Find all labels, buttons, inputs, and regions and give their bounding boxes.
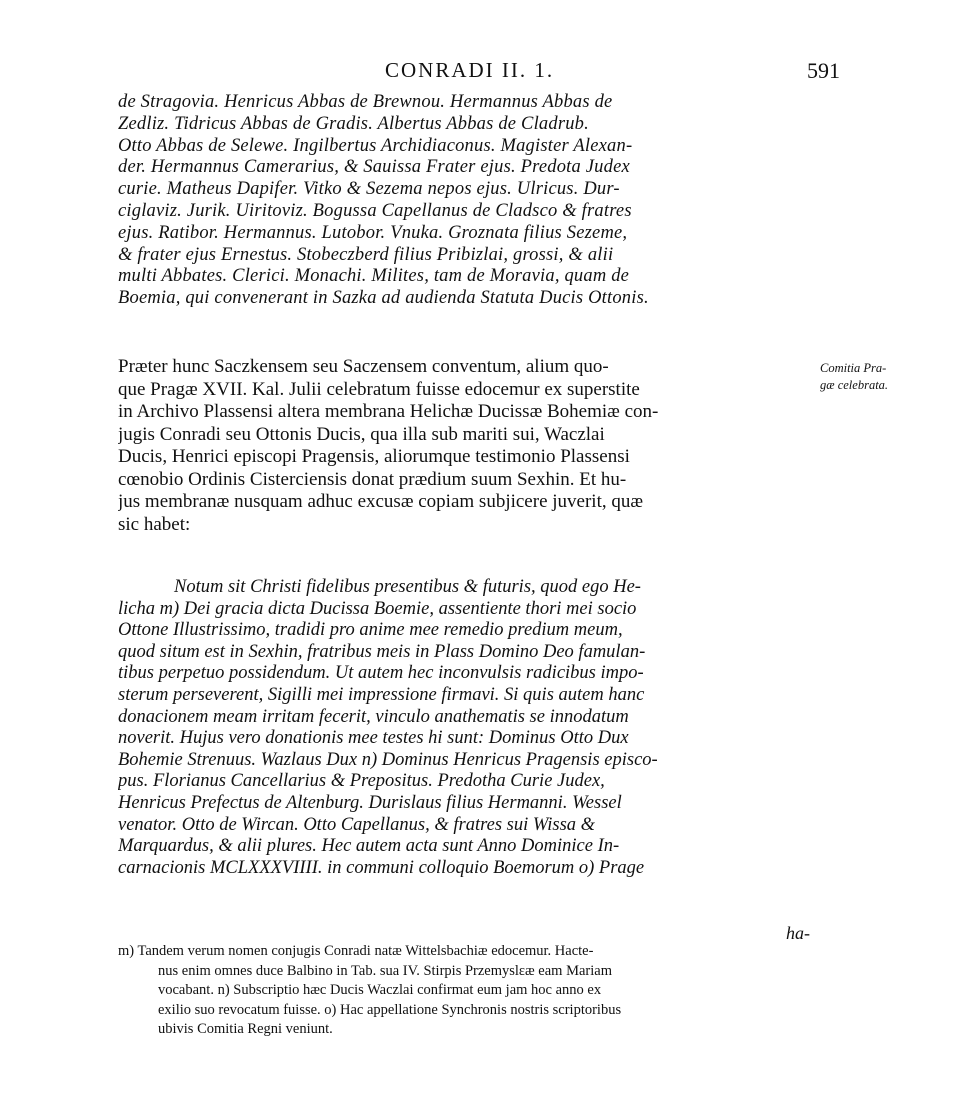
footnote-line: nus enim omnes duce Balbino in Tab. sua IV. Stirpis Przemyslεæ eam Mariam [158,962,612,979]
text-line: Ducis, Henrici episcopi Pragensis, aliorumque testimonio Plassensi [118,446,630,467]
footnote-line: ubivis Comitia Regni veniunt. [158,1021,333,1037]
footnote-line: exilio suo revocatum fuisse. o) Hac appellatione Synchronis nostris scriptoribus [158,1001,622,1018]
text-line: tibus perpetuo possidendum. Ut autem hec inconvulsis radicibus impo- [118,663,644,684]
text-line: Ottone Illustrissimo, tradidi pro anime mee remedio predium meum, [118,620,623,641]
text-line: Bohemie Strenuus. Wazlaus Dux n) Dominus Henricus Pragensis episco- [118,749,658,770]
margin-note-line: Comitia Pra- [820,361,887,375]
text-line: Notum sit Christi fidelibus presentibus & futuris, quod ego He- [174,577,641,597]
running-title: CONRADI II. 1. [385,58,555,82]
text-line: Præter hunc Saczkensem seu Saczensem conventum, alium quo- [118,356,609,377]
text-line: carnacionis MCLXXXVIIII. in communi colloquio Boemorum o) Prage [118,857,645,878]
text-line: jugis Conradi seu Ottonis Ducis, qua illa sub mariti sui, Waczlai [118,423,605,445]
text-line: venator. Otto de Wircan. Otto Capellanus, & fratres sui Wissa & [118,814,596,835]
margin-note [820,360,940,394]
text-line: der. Hermannus Camerarius, & Sauissa Frater ejus. Predota Judex [118,157,630,178]
footnote-line: m) Tandem verum nomen conjugis Conradi natæ Wittelsbachiæ edocemur. Hacte- [118,943,594,959]
text-line: que Pragæ XVII. Kal. Julii celebratum fuisse edocemur ex superstite [118,378,640,400]
page-number: 591 [807,58,840,83]
text-line: pus. Florianus Cancellarius & Prepositus. Predotha Curie Judex, [118,771,605,792]
text-line: jus membranæ nusquam adhuc excusæ copiam subjicere juverit, quæ [118,491,644,512]
catchword: ha- [786,923,810,943]
text-line: curie. Matheus Dapifer. Vitko & Sezema nepos ejus. Ulricus. Dur- [118,179,620,200]
text-line: donacionem meam irritam fecerit, vinculo anathematis se innodatum [118,706,629,727]
running-head [0,58,960,88]
text-line: Henricus Prefectus de Altenburg. Durislaus filius Hermanni. Wessel [118,792,622,813]
text-line: sterum perseverent, Sigilli mei impressione firmavi. Si quis autem hanc [118,684,645,705]
text-line: de Stragovia. Henricus Abbas de Brewnou. Hermannus Abbas de [118,92,613,112]
margin-note-line: gæ celebrata. [820,378,889,392]
footnote-line: vocabant. n) Subscriptio hæc Ducis Waczlai confirmat eum jam hoc anno ex [158,982,602,998]
charter-text [118,577,808,879]
text-line: Marquardus, & alii plures. Hec autem acta sunt Anno Dominice In- [118,836,620,857]
text-line: Boemia, qui convenerant in Sazka ad audienda Statuta Ducis Ottonis. [118,288,649,309]
text-line: Zedliz. Tidricus Abbas de Gradis. Albertus Abbas de Cladrub. [118,113,589,134]
text-line: Otto Abbas de Selewe. Ingilbertus Archidiaconus. Magister Alexan- [118,135,633,156]
main-paragraph [118,356,823,536]
footnotes [118,942,818,1040]
text-line: quod situm est in Sexhin, fratribus meis in Plass Domino Deo famulan- [118,641,646,662]
text-line: ciglaviz. Jurik. Uiritoviz. Bogussa Capellanus de Cladsco & fratres [118,200,632,221]
top-passage [118,92,808,310]
text-line: in Archivo Plassensi altera membrana Helichæ Ducissæ Bohemiæ con- [118,401,659,422]
text-line: cœnobio Ordinis Cisterciensis donat prædium suum Sexhin. Et hu- [118,468,627,490]
text-line: & frater ejus Ernestus. Stobeczberd filius Pribizlai, grossi, & alii [118,244,614,265]
text-line: multi Abbates. Clerici. Monachi. Milites, tam de Moravia, quam de [118,266,630,287]
text-line: sic habet: [118,513,191,535]
text-line: licha m) Dei gracia dicta Ducissa Boemie, assentiente thori mei socio [118,598,637,619]
text-line: noverit. Hujus vero donationis mee testes hi sunt: Dominus Otto Dux [118,728,629,749]
text-line: ejus. Ratibor. Hermannus. Lutobor. Vnuka. Groznata filius Sezeme, [118,222,628,243]
